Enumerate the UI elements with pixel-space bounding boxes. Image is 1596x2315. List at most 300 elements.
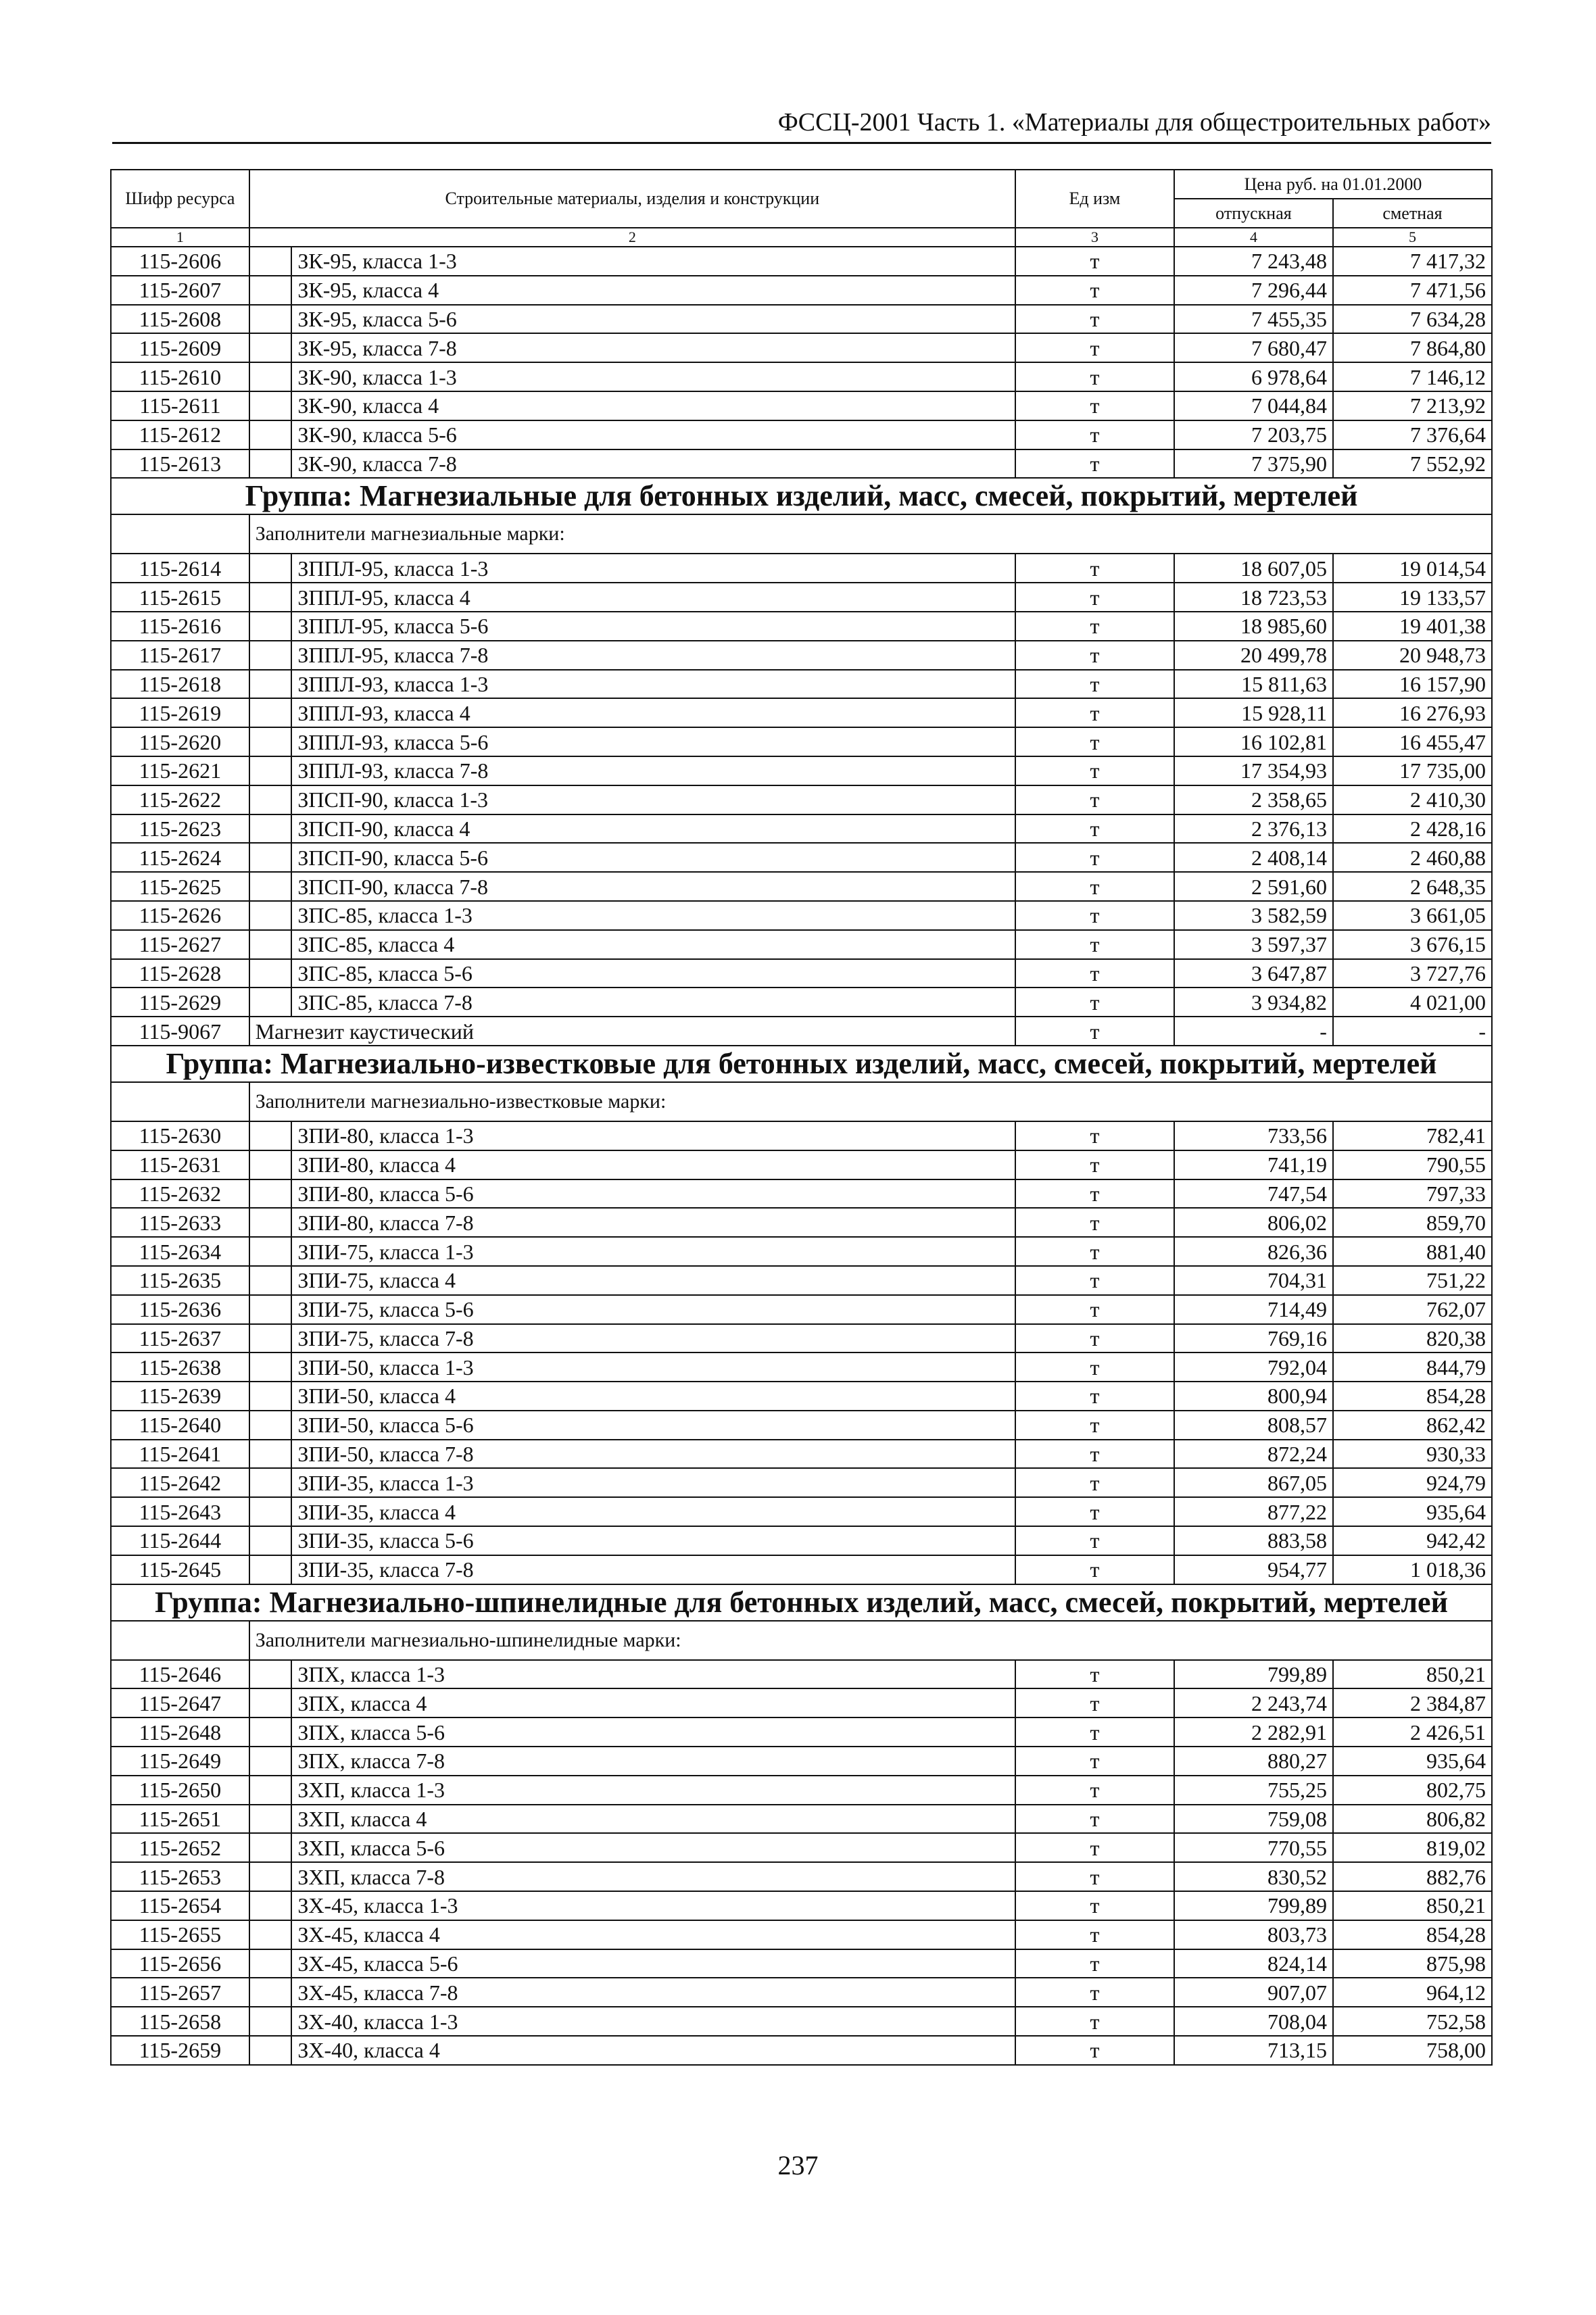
table-row xyxy=(111,1833,1492,1862)
col-header-price-release: отпускная xyxy=(1174,199,1333,228)
indent-cell xyxy=(249,1468,292,1497)
unit-cell: т xyxy=(1015,1353,1174,1382)
unit-cell: т xyxy=(1015,1747,1174,1776)
indent-cell xyxy=(249,1891,292,1920)
indent-cell xyxy=(249,1949,292,1978)
release-price-cell: 769,16 xyxy=(1174,1324,1333,1353)
material-name-cell: ЗПИ-80, класса 1-3 xyxy=(291,1121,1015,1150)
unit-cell: т xyxy=(1015,1295,1174,1324)
material-name-cell: ЗПИ-35, класса 5-6 xyxy=(291,1526,1015,1555)
indent-cell xyxy=(249,554,292,583)
release-price-cell: 2 282,91 xyxy=(1174,1717,1333,1747)
material-name-cell: ЗПИ-80, класса 5-6 xyxy=(291,1179,1015,1209)
material-name-cell: ЗПИ-80, класса 4 xyxy=(291,1150,1015,1179)
unit-cell: т xyxy=(1015,1440,1174,1469)
release-price-cell: 18 607,05 xyxy=(1174,554,1333,583)
material-name-cell: ЗПСП-90, класса 5-6 xyxy=(291,843,1015,872)
material-name-cell: ЗК-90, класса 7-8 xyxy=(291,449,1015,479)
indent-cell xyxy=(249,641,292,670)
estimate-price-cell: 2 648,35 xyxy=(1333,872,1492,901)
resource-code-cell: 115-2643 xyxy=(111,1497,249,1526)
material-name-cell: ЗХП, класса 4 xyxy=(291,1805,1015,1834)
release-price-cell: 792,04 xyxy=(1174,1353,1333,1382)
table-row xyxy=(111,449,1492,479)
table-row xyxy=(111,1497,1492,1526)
estimate-price-cell: - xyxy=(1333,1017,1492,1046)
indent-cell xyxy=(249,1497,292,1526)
table-row xyxy=(111,247,1492,276)
unit-cell: т xyxy=(1015,1978,1174,2007)
release-price-cell: 907,07 xyxy=(1174,1978,1333,2007)
indent-cell xyxy=(249,247,292,276)
indent-cell xyxy=(249,698,292,727)
release-price-cell: - xyxy=(1174,1017,1333,1046)
material-name-cell: ЗХП, класса 1-3 xyxy=(291,1776,1015,1805)
estimate-price-cell: 790,55 xyxy=(1333,1150,1492,1179)
release-price-cell: 954,77 xyxy=(1174,1555,1333,1584)
resource-code-cell: 115-2650 xyxy=(111,1776,249,1805)
resource-code-cell: 115-2659 xyxy=(111,2036,249,2065)
material-name-cell: ЗПИ-75, класса 7-8 xyxy=(291,1324,1015,1353)
material-name-cell: ЗПС-85, класса 7-8 xyxy=(291,988,1015,1017)
resource-code-cell: 115-2627 xyxy=(111,930,249,959)
estimate-price-cell: 782,41 xyxy=(1333,1121,1492,1150)
indent-cell xyxy=(249,1862,292,1891)
material-name-cell: ЗК-90, класса 1-3 xyxy=(291,362,1015,391)
unit-cell: т xyxy=(1015,1237,1174,1266)
table-row xyxy=(111,959,1492,988)
resource-code-cell: 115-2635 xyxy=(111,1266,249,1295)
table-row xyxy=(111,814,1492,844)
release-price-cell: 3 647,87 xyxy=(1174,959,1333,988)
indent-cell xyxy=(249,670,292,699)
table-row xyxy=(111,1266,1492,1295)
table-row xyxy=(111,1747,1492,1776)
resource-code-cell: 115-2613 xyxy=(111,449,249,479)
table-row xyxy=(111,1805,1492,1834)
indent-cell xyxy=(249,449,292,479)
indent-cell xyxy=(249,362,292,391)
release-price-cell: 755,25 xyxy=(1174,1776,1333,1805)
material-name-cell: ЗПСП-90, класса 4 xyxy=(291,814,1015,844)
release-price-cell: 20 499,78 xyxy=(1174,641,1333,670)
estimate-price-cell: 16 455,47 xyxy=(1333,727,1492,756)
table-row xyxy=(111,641,1492,670)
resource-code-cell: 115-2607 xyxy=(111,276,249,305)
indent-cell xyxy=(249,420,292,449)
release-price-cell: 830,52 xyxy=(1174,1862,1333,1891)
indent-cell xyxy=(249,391,292,420)
unit-cell: т xyxy=(1015,305,1174,334)
unit-cell: т xyxy=(1015,1497,1174,1526)
subgroup-label: Заполнители магнезиально-шпинелидные марки: xyxy=(249,1621,1492,1660)
table-row xyxy=(111,1688,1492,1717)
indent-cell xyxy=(249,1688,292,1717)
estimate-price-cell: 930,33 xyxy=(1333,1440,1492,1469)
release-price-cell: 713,15 xyxy=(1174,2036,1333,2065)
table-row xyxy=(111,2036,1492,2065)
subgroup-empty-cell xyxy=(111,1082,249,1121)
group-heading-row xyxy=(111,1046,1492,1082)
resource-code-cell: 115-2637 xyxy=(111,1324,249,1353)
resource-code-cell: 115-2617 xyxy=(111,641,249,670)
col-number: 1 xyxy=(111,228,249,247)
col-header-price: Цена руб. на 01.01.2000 xyxy=(1174,170,1492,199)
release-price-cell: 799,89 xyxy=(1174,1891,1333,1920)
resource-code-cell: 115-2610 xyxy=(111,362,249,391)
indent-cell xyxy=(249,1805,292,1834)
resource-code-cell: 115-2653 xyxy=(111,1862,249,1891)
table-row xyxy=(111,1949,1492,1978)
unit-cell: т xyxy=(1015,756,1174,785)
estimate-price-cell: 752,58 xyxy=(1333,2007,1492,2036)
material-name-cell: ЗПХ, класса 5-6 xyxy=(291,1717,1015,1747)
material-name-cell: ЗПИ-50, класса 1-3 xyxy=(291,1353,1015,1382)
estimate-price-cell: 802,75 xyxy=(1333,1776,1492,1805)
resource-code-cell: 115-9067 xyxy=(111,1017,249,1046)
release-price-cell: 704,31 xyxy=(1174,1266,1333,1295)
indent-cell xyxy=(249,901,292,930)
table-row xyxy=(111,305,1492,334)
resource-code-cell: 115-2614 xyxy=(111,554,249,583)
release-price-cell: 747,54 xyxy=(1174,1179,1333,1209)
estimate-price-cell: 751,22 xyxy=(1333,1266,1492,1295)
material-name-cell: ЗПИ-75, класса 1-3 xyxy=(291,1237,1015,1266)
unit-cell: т xyxy=(1015,1411,1174,1440)
release-price-cell: 877,22 xyxy=(1174,1497,1333,1526)
release-price-cell: 759,08 xyxy=(1174,1805,1333,1834)
release-price-cell: 15 928,11 xyxy=(1174,698,1333,727)
indent-cell xyxy=(249,872,292,901)
release-price-cell: 18 723,53 xyxy=(1174,583,1333,612)
unit-cell: т xyxy=(1015,1862,1174,1891)
col-header-unit: Ед изм xyxy=(1015,170,1174,228)
estimate-price-cell: 7 213,92 xyxy=(1333,391,1492,420)
unit-cell: т xyxy=(1015,583,1174,612)
release-price-cell: 7 680,47 xyxy=(1174,333,1333,362)
release-price-cell: 770,55 xyxy=(1174,1833,1333,1862)
resource-code-cell: 115-2636 xyxy=(111,1295,249,1324)
resource-code-cell: 115-2620 xyxy=(111,727,249,756)
resource-code-cell: 115-2626 xyxy=(111,901,249,930)
unit-cell: т xyxy=(1015,612,1174,641)
table-row xyxy=(111,1555,1492,1584)
estimate-price-cell: 2 428,16 xyxy=(1333,814,1492,844)
release-price-cell: 803,73 xyxy=(1174,1920,1333,1949)
unit-cell: т xyxy=(1015,1468,1174,1497)
indent-cell xyxy=(249,1121,292,1150)
material-name-cell: ЗППЛ-95, класса 5-6 xyxy=(291,612,1015,641)
col-header-materials: Строительные материалы, изделия и конструкции xyxy=(249,170,1015,228)
unit-cell: т xyxy=(1015,901,1174,930)
material-name-cell: ЗППЛ-95, класса 1-3 xyxy=(291,554,1015,583)
table-row xyxy=(111,1295,1492,1324)
unit-cell: т xyxy=(1015,420,1174,449)
unit-cell: т xyxy=(1015,333,1174,362)
running-header: ФССЦ-2001 Часть 1. «Материалы для общестроительных работ» xyxy=(112,107,1491,144)
release-price-cell: 883,58 xyxy=(1174,1526,1333,1555)
table-row xyxy=(111,612,1492,641)
indent-cell xyxy=(249,1411,292,1440)
indent-cell xyxy=(249,930,292,959)
material-name-cell: ЗХ-45, класса 7-8 xyxy=(291,1978,1015,2007)
table-row xyxy=(111,901,1492,930)
material-name-cell: ЗПС-85, класса 4 xyxy=(291,930,1015,959)
resource-code-cell: 115-2628 xyxy=(111,959,249,988)
unit-cell: т xyxy=(1015,449,1174,479)
resource-code-cell: 115-2638 xyxy=(111,1353,249,1382)
table-row xyxy=(111,1862,1492,1891)
estimate-price-cell: 875,98 xyxy=(1333,1949,1492,1978)
estimate-price-cell: 7 146,12 xyxy=(1333,362,1492,391)
material-name-cell: ЗК-95, класса 1-3 xyxy=(291,247,1015,276)
unit-cell: т xyxy=(1015,872,1174,901)
material-name-cell: ЗХП, класса 7-8 xyxy=(291,1862,1015,1891)
unit-cell: т xyxy=(1015,1266,1174,1295)
indent-cell xyxy=(249,1747,292,1776)
release-price-cell: 880,27 xyxy=(1174,1747,1333,1776)
indent-cell xyxy=(249,1920,292,1949)
material-name-cell: ЗК-90, класса 4 xyxy=(291,391,1015,420)
unit-cell: т xyxy=(1015,959,1174,988)
material-name-cell: ЗХ-45, класса 4 xyxy=(291,1920,1015,1949)
unit-cell: т xyxy=(1015,785,1174,814)
indent-cell xyxy=(249,756,292,785)
material-name-cell: ЗПХ, класса 1-3 xyxy=(291,1660,1015,1689)
indent-cell xyxy=(249,1353,292,1382)
indent-cell xyxy=(249,1660,292,1689)
col-number: 3 xyxy=(1015,228,1174,247)
indent-cell xyxy=(249,333,292,362)
resource-code-cell: 115-2609 xyxy=(111,333,249,362)
material-name-cell: ЗПС-85, класса 5-6 xyxy=(291,959,1015,988)
table-row xyxy=(111,1526,1492,1555)
material-name-cell: ЗПС-85, класса 1-3 xyxy=(291,901,1015,930)
release-price-cell: 872,24 xyxy=(1174,1440,1333,1469)
release-price-cell: 741,19 xyxy=(1174,1150,1333,1179)
estimate-price-cell: 3 676,15 xyxy=(1333,930,1492,959)
unit-cell: т xyxy=(1015,247,1174,276)
resource-code-cell: 115-2656 xyxy=(111,1949,249,1978)
release-price-cell: 7 044,84 xyxy=(1174,391,1333,420)
table-row xyxy=(111,420,1492,449)
subgroup-empty-cell xyxy=(111,1621,249,1660)
indent-cell xyxy=(249,1833,292,1862)
resource-code-cell: 115-2645 xyxy=(111,1555,249,1584)
material-name-cell: ЗХ-40, класса 4 xyxy=(291,2036,1015,2065)
material-name-cell: ЗК-95, класса 5-6 xyxy=(291,305,1015,334)
table-row xyxy=(111,670,1492,699)
resource-code-cell: 115-2634 xyxy=(111,1237,249,1266)
table-row xyxy=(111,1411,1492,1440)
resource-code-cell: 115-2655 xyxy=(111,1920,249,1949)
estimate-price-cell: 881,40 xyxy=(1333,1237,1492,1266)
material-name-cell: ЗК-90, класса 5-6 xyxy=(291,420,1015,449)
col-number: 2 xyxy=(249,228,1015,247)
material-name-cell: ЗПИ-75, класса 5-6 xyxy=(291,1295,1015,1324)
subgroup-row xyxy=(111,1082,1492,1121)
material-name-cell: ЗПИ-50, класса 7-8 xyxy=(291,1440,1015,1469)
unit-cell: т xyxy=(1015,1017,1174,1046)
release-price-cell: 806,02 xyxy=(1174,1208,1333,1237)
resource-code-cell: 115-2612 xyxy=(111,420,249,449)
material-name-cell: ЗПСП-90, класса 1-3 xyxy=(291,785,1015,814)
estimate-price-cell: 942,42 xyxy=(1333,1526,1492,1555)
indent-cell xyxy=(249,1237,292,1266)
estimate-price-cell: 3 727,76 xyxy=(1333,959,1492,988)
indent-cell xyxy=(249,1717,292,1747)
unit-cell: т xyxy=(1015,1121,1174,1150)
release-price-cell: 7 243,48 xyxy=(1174,247,1333,276)
unit-cell: т xyxy=(1015,1891,1174,1920)
material-name-cell: ЗПИ-35, класса 1-3 xyxy=(291,1468,1015,1497)
page-number: 237 xyxy=(777,2150,819,2180)
table-row xyxy=(111,698,1492,727)
column-number-row xyxy=(111,228,1492,247)
resource-code-cell: 115-2639 xyxy=(111,1382,249,1411)
table-row xyxy=(111,1978,1492,2007)
estimate-price-cell: 854,28 xyxy=(1333,1920,1492,1949)
indent-cell xyxy=(249,1382,292,1411)
table-row xyxy=(111,1440,1492,1469)
material-name-cell: ЗППЛ-93, класса 1-3 xyxy=(291,670,1015,699)
subgroup-label: Заполнители магнезиальные марки: xyxy=(249,514,1492,554)
table-row xyxy=(111,930,1492,959)
table-row xyxy=(111,1150,1492,1179)
unit-cell: т xyxy=(1015,2036,1174,2065)
resource-code-cell: 115-2657 xyxy=(111,1978,249,2007)
estimate-price-cell: 17 735,00 xyxy=(1333,756,1492,785)
indent-cell xyxy=(249,1776,292,1805)
indent-cell xyxy=(249,1208,292,1237)
resource-code-cell: 115-2633 xyxy=(111,1208,249,1237)
unit-cell: т xyxy=(1015,391,1174,420)
indent-cell xyxy=(249,1978,292,2007)
table-row xyxy=(111,785,1492,814)
estimate-price-cell: 859,70 xyxy=(1333,1208,1492,1237)
resource-code-cell: 115-2616 xyxy=(111,612,249,641)
resource-code-cell: 115-2621 xyxy=(111,756,249,785)
unit-cell: т xyxy=(1015,1208,1174,1237)
material-name-cell: ЗПИ-80, класса 7-8 xyxy=(291,1208,1015,1237)
table-row xyxy=(111,554,1492,583)
release-price-cell: 7 296,44 xyxy=(1174,276,1333,305)
resource-code-cell: 115-2651 xyxy=(111,1805,249,1834)
estimate-price-cell: 882,76 xyxy=(1333,1862,1492,1891)
release-price-cell: 867,05 xyxy=(1174,1468,1333,1497)
unit-cell: т xyxy=(1015,362,1174,391)
indent-cell xyxy=(249,727,292,756)
unit-cell: т xyxy=(1015,1949,1174,1978)
indent-cell xyxy=(249,814,292,844)
price-table-body xyxy=(111,247,1492,2065)
unit-cell: т xyxy=(1015,1688,1174,1717)
col-number: 4 xyxy=(1174,228,1333,247)
estimate-price-cell: 758,00 xyxy=(1333,2036,1492,2065)
unit-cell: т xyxy=(1015,1717,1174,1747)
group-heading: Группа: Магнезиально-шпинелидные для бетонных изделий, масс, смесей, покрытий, мертелей xyxy=(111,1584,1492,1621)
indent-cell xyxy=(249,785,292,814)
resource-code-cell: 115-2658 xyxy=(111,2007,249,2036)
material-name-cell: ЗППЛ-95, класса 4 xyxy=(291,583,1015,612)
table-row xyxy=(111,2007,1492,2036)
resource-code-cell: 115-2640 xyxy=(111,1411,249,1440)
table-row xyxy=(111,1121,1492,1150)
indent-cell xyxy=(249,1555,292,1584)
release-price-cell: 2 408,14 xyxy=(1174,843,1333,872)
unit-cell: т xyxy=(1015,1179,1174,1209)
estimate-price-cell: 850,21 xyxy=(1333,1891,1492,1920)
indent-cell xyxy=(249,1150,292,1179)
unit-cell: т xyxy=(1015,988,1174,1017)
indent-cell xyxy=(249,988,292,1017)
material-name-cell: ЗХП, класса 5-6 xyxy=(291,1833,1015,1862)
material-name-cell: ЗППЛ-93, класса 7-8 xyxy=(291,756,1015,785)
unit-cell: т xyxy=(1015,843,1174,872)
estimate-price-cell: 4 021,00 xyxy=(1333,988,1492,1017)
table-row xyxy=(111,583,1492,612)
indent-cell xyxy=(249,1526,292,1555)
unit-cell: т xyxy=(1015,1776,1174,1805)
resource-code-cell: 115-2630 xyxy=(111,1121,249,1150)
estimate-price-cell: 806,82 xyxy=(1333,1805,1492,1834)
release-price-cell: 7 203,75 xyxy=(1174,420,1333,449)
table-row xyxy=(111,1353,1492,1382)
estimate-price-cell: 819,02 xyxy=(1333,1833,1492,1862)
material-name-cell: ЗХ-40, класса 1-3 xyxy=(291,2007,1015,2036)
resource-code-cell: 115-2618 xyxy=(111,670,249,699)
unit-cell: т xyxy=(1015,1660,1174,1689)
estimate-price-cell: 850,21 xyxy=(1333,1660,1492,1689)
unit-cell: т xyxy=(1015,1805,1174,1834)
estimate-price-cell: 7 634,28 xyxy=(1333,305,1492,334)
resource-code-cell: 115-2611 xyxy=(111,391,249,420)
material-name-cell: ЗПХ, класса 7-8 xyxy=(291,1747,1015,1776)
unit-cell: т xyxy=(1015,641,1174,670)
estimate-price-cell: 19 401,38 xyxy=(1333,612,1492,641)
resource-code-cell: 115-2622 xyxy=(111,785,249,814)
unit-cell: т xyxy=(1015,1526,1174,1555)
resource-code-cell: 115-2647 xyxy=(111,1688,249,1717)
unit-cell: т xyxy=(1015,670,1174,699)
release-price-cell: 2 358,65 xyxy=(1174,785,1333,814)
release-price-cell: 17 354,93 xyxy=(1174,756,1333,785)
unit-cell: т xyxy=(1015,2007,1174,2036)
table-row xyxy=(111,988,1492,1017)
indent-cell xyxy=(249,1295,292,1324)
indent-cell xyxy=(249,959,292,988)
table-row xyxy=(111,1382,1492,1411)
subgroup-empty-cell xyxy=(111,514,249,554)
unit-cell: т xyxy=(1015,930,1174,959)
table-row xyxy=(111,1468,1492,1497)
resource-code-cell: 115-2641 xyxy=(111,1440,249,1469)
material-name-cell: ЗК-95, класса 4 xyxy=(291,276,1015,305)
material-name-cell: ЗПСП-90, класса 7-8 xyxy=(291,872,1015,901)
table-row xyxy=(111,1891,1492,1920)
group-heading: Группа: Магнезиальные для бетонных изделий, масс, смесей, покрытий, мертелей xyxy=(111,478,1492,514)
table-row xyxy=(111,1179,1492,1209)
indent-cell xyxy=(249,843,292,872)
estimate-price-cell: 20 948,73 xyxy=(1333,641,1492,670)
subgroup-label: Заполнители магнезиально-известковые марки: xyxy=(249,1082,1492,1121)
release-price-cell: 7 375,90 xyxy=(1174,449,1333,479)
estimate-price-cell: 762,07 xyxy=(1333,1295,1492,1324)
table-row xyxy=(111,391,1492,420)
indent-cell xyxy=(249,1266,292,1295)
unit-cell: т xyxy=(1015,1150,1174,1179)
release-price-cell: 733,56 xyxy=(1174,1121,1333,1150)
